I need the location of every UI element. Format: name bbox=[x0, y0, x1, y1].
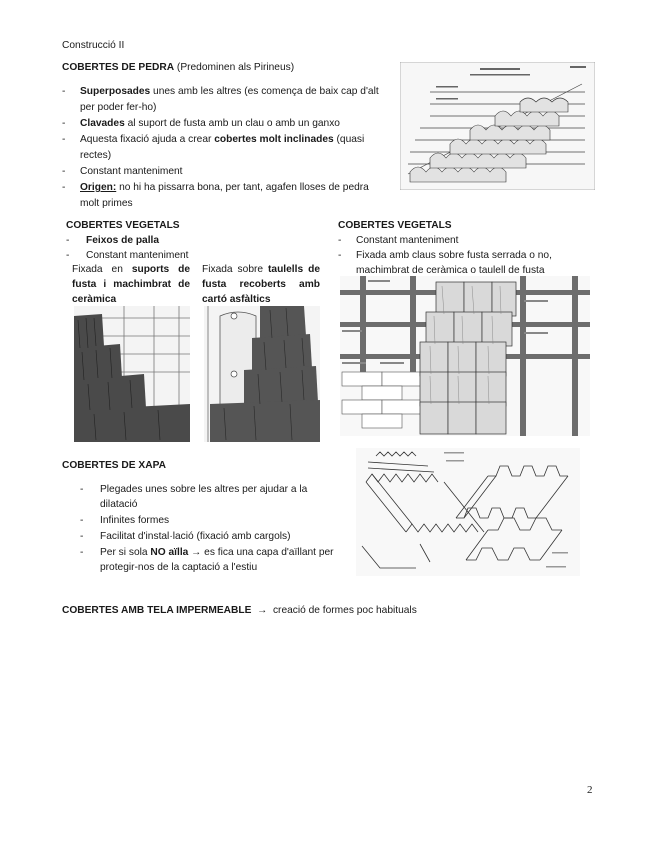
list-item: Facilitat d'instal·lació (fixació amb cargols) bbox=[100, 531, 291, 542]
list-item: Plegades unes sobre les altres per ajudar a la bbox=[100, 484, 308, 495]
list-item-cont: rectes) bbox=[80, 150, 112, 161]
list-item: Feixos de palla bbox=[86, 235, 160, 246]
list-item: Constant manteniment bbox=[86, 250, 189, 261]
section-title-vegetals-right: COBERTES VEGETALS bbox=[338, 220, 452, 231]
list-item: Fixada amb claus sobre fusta serrada o no, bbox=[356, 250, 552, 261]
list-item: Infinites formes bbox=[100, 515, 170, 526]
vegetals-caption-2: Fixada sobre taulells de fusta recoberts amb cartó asfàltics bbox=[202, 264, 320, 305]
arrow-icon: → bbox=[257, 605, 268, 616]
list-item: Superposades unes amb les altres (es comença de baix cap d'alt bbox=[80, 86, 379, 97]
list-item: Constant manteniment bbox=[356, 235, 459, 246]
vegetals-caption-1: Fixada en suports de fusta i machimbrat de ceràmica bbox=[72, 264, 191, 305]
list-item-cont: molt primes bbox=[80, 198, 133, 209]
page-number: 2 bbox=[587, 784, 593, 796]
list-item: Clavades al suport de fusta amb un clau o amb un ganxo bbox=[80, 118, 340, 129]
stone-roof-figure bbox=[400, 62, 595, 190]
list-item-cont: dilatació bbox=[100, 499, 138, 510]
list-item-cont: per poder fer-ho) bbox=[80, 102, 157, 113]
list-item: Per si sola NO aïlla → es fica una capa d'aïllant per bbox=[100, 547, 334, 558]
sheet-metal-figure bbox=[356, 448, 580, 576]
section-title-vegetals-left: COBERTES VEGETALS bbox=[66, 220, 180, 231]
list-item-cont: protegir-nos de la captació a l'estiu bbox=[100, 562, 258, 573]
list-item: Aquesta fixació ajuda a crear cobertes molt inclinades (quasi bbox=[80, 134, 365, 145]
list-item: Origen: no hi ha pissarra bona, per tant, agafen lloses de pedra bbox=[80, 182, 369, 193]
wood-shingle-figure bbox=[340, 276, 590, 436]
section-title-pedra: COBERTES DE PEDRA (Predominen als Pirineus) bbox=[62, 62, 295, 73]
section-title-tela: COBERTES AMB TELA IMPERMEABLE → creació de formes poc habituals bbox=[62, 605, 417, 616]
thatch-roof-figure-2 bbox=[204, 306, 320, 442]
list-item-cont: machimbrat de ceràmica o taulell de fusta bbox=[356, 265, 545, 276]
thatch-roof-figure-1 bbox=[74, 306, 190, 442]
section-title-xapa: COBERTES DE XAPA bbox=[62, 460, 166, 471]
course-title: Construcció II bbox=[62, 40, 125, 51]
list-item: Constant manteniment bbox=[80, 166, 183, 177]
